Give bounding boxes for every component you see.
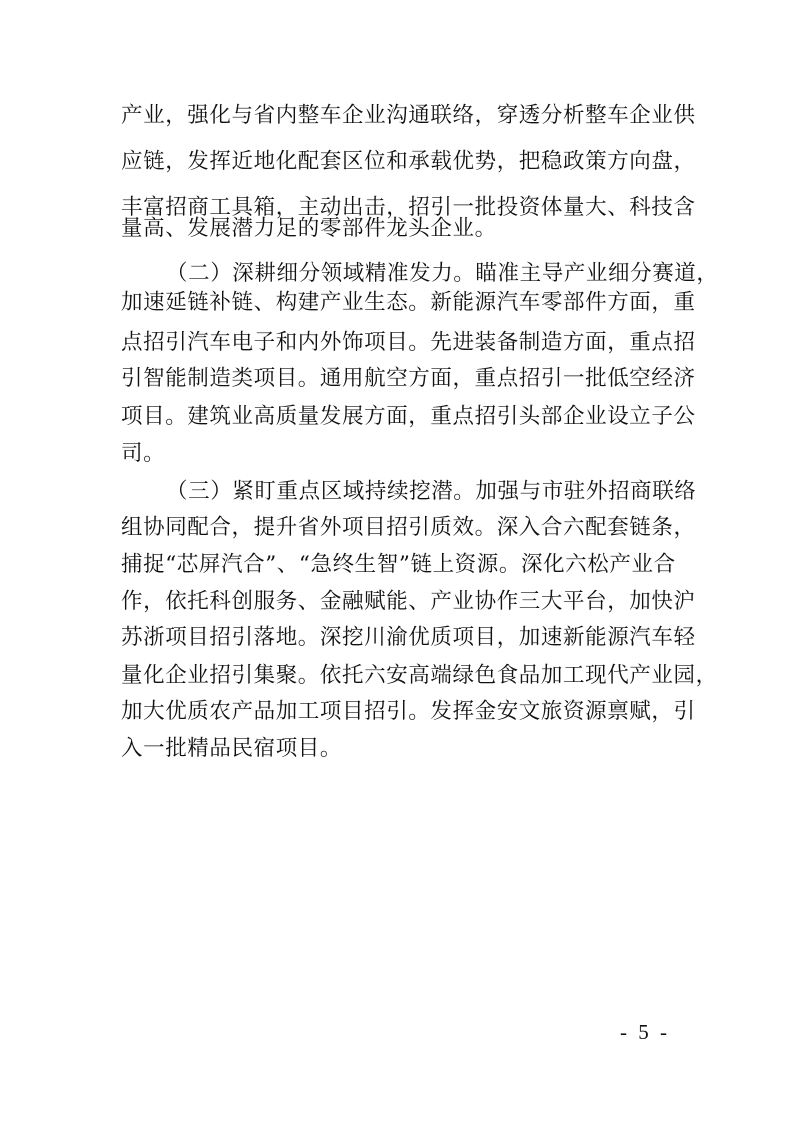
paragraph-line: 苏浙项目招引落地。深挖川渝优质项目，加速新能源汽车轻	[121, 625, 696, 650]
paragraph-line: 项目。建筑业高质量发展方面，重点招引头部企业设立子公	[121, 404, 696, 429]
paragraph-line: 加速延链补链、构建产业生态。新能源汽车零部件方面，重	[121, 290, 696, 315]
paragraph-line: 丰富招商工具箱，主动出击，招引一批投资体量大、科技含	[121, 195, 696, 220]
paragraph-line: 司。	[121, 441, 166, 466]
paragraph-line: 引智能制造类项目。通用航空方面，重点招引一批低空经济	[121, 366, 696, 391]
paragraph-line: 量高、发展潜力足的零部件龙头企业。	[121, 216, 497, 241]
paragraph-line: 产业，强化与省内整车企业沟通联络，穿透分析整车企业供	[121, 103, 696, 128]
paragraph-line: 作，依托科创服务、金融赋能、产业协作三大平台，加快沪	[121, 589, 696, 614]
paragraph-line: 捕捉“芯屏汽合”、“急终生智”链上资源。深化六松产业合	[121, 552, 676, 577]
page-number: - 5 -	[620, 1020, 670, 1044]
paragraph-line: 量化企业招引集聚。依托六安高端绿色食品加工现代产业园，	[121, 663, 718, 688]
paragraph-line: 组协同配合，提升省外项目招引质效。深入合六配套链条，	[121, 515, 696, 540]
section-heading-line: （二）深耕细分领域精准发力。瞄准主导产业细分赛道，	[166, 261, 719, 286]
paragraph-line: 加大优质农产品加工项目招引。发挥金安文旅资源禀赋，引	[121, 699, 696, 724]
paragraph-line: 点招引汽车电子和内外饰项目。先进装备制造方面，重点招	[121, 330, 696, 355]
paragraph-line: 应链，发挥近地化配套区位和承载优势，把稳政策方向盘，	[121, 149, 696, 174]
section-heading-line: （三）紧盯重点区域持续挖潜。加强与市驻外招商联络	[166, 479, 697, 504]
paragraph-line: 入一批精品民宿项目。	[121, 736, 343, 761]
